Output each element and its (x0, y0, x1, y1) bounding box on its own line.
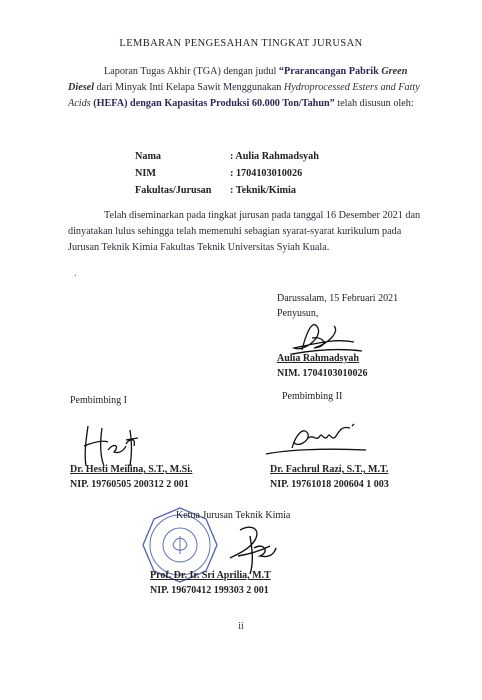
intro-text: Laporan Tugas Akhir (TGA) dengan judul (104, 66, 279, 77)
advisor1-name: Dr. Hesti Meilina, S.T., M.Si. (70, 464, 193, 475)
author-name-block (277, 351, 368, 381)
intro-paragraph (68, 64, 423, 112)
head-role: Ketua Jurusan Teknik Kimia (176, 510, 291, 521)
nim-value: : 1704103010026 (230, 168, 303, 179)
advisor2-nip: NIP. 19761018 200604 1 003 (270, 479, 389, 490)
advisor2-signature (262, 420, 370, 462)
seminar-paragraph (68, 208, 423, 256)
page-title: LEMBARAN PENGESAHAN TINGKAT JURUSAN (119, 38, 363, 49)
advisor1-role: Pembimbing I (70, 395, 127, 406)
advisor1-block (70, 462, 193, 492)
intro-tail: telah disusun oleh: (334, 98, 414, 109)
thesis-title-open: “Prarancangan Pabrik (278, 66, 382, 77)
student-dept-row (135, 182, 319, 199)
thesis-title-green-diesel: Green Diesel (68, 66, 408, 93)
author-name: Aulia Rahmadsyah (277, 353, 359, 364)
name-label: Nama (135, 151, 162, 162)
student-nim-row (135, 165, 319, 182)
dept-label: Fakultas/Jurusan (135, 185, 212, 196)
student-name-row (135, 148, 319, 165)
thesis-title-hefa: Hydroprocessed Esters and Fatty Acids (68, 82, 420, 109)
author-nim: NIM. 1704103010026 (277, 368, 368, 379)
nim-label: NIM (135, 168, 156, 179)
advisor2-role: Pembimbing II (282, 391, 343, 402)
place-date: Darussalam, 15 Februari 2021 (277, 293, 399, 304)
student-info (135, 148, 319, 199)
stray-dot: . (74, 268, 77, 279)
author-block (277, 291, 398, 321)
page-number: ii (238, 621, 244, 632)
head-block (150, 568, 271, 598)
thesis-title-middle: dari Minyak Inti Kelapa Sawit Menggunakan (94, 82, 284, 93)
advisor2-name: Dr. Fachrul Razi, S.T., M.T. (270, 464, 389, 475)
thesis-title-capacity: (HEFA) dengan Kapasitas Produksi 60.000 Ton/Tahun” (90, 98, 335, 109)
name-value: : Aulia Rahmadsyah (230, 151, 319, 162)
head-name: Prof. Dr. Ir. Sri Aprilia, M.T (150, 570, 271, 581)
head-nip: NIP. 19670412 199303 2 001 (150, 585, 269, 596)
dept-value: : Teknik/Kimia (230, 185, 296, 196)
author-role: Penyusun, (277, 308, 319, 319)
advisor2-block (270, 462, 389, 492)
seminar-text: Telah diseminarkan pada tingkat jurusan pada tanggal 16 Desember 2021 dan dinyatakan lulus sehingga telah memenuhi sebagian syarat-syarat kurikulum pada Jurusan Teknik Kimia Fakultas Teknik Universitas Syiah Kuala. (68, 210, 421, 253)
advisor1-nip: NIP. 19760505 200312 2 001 (70, 479, 189, 490)
